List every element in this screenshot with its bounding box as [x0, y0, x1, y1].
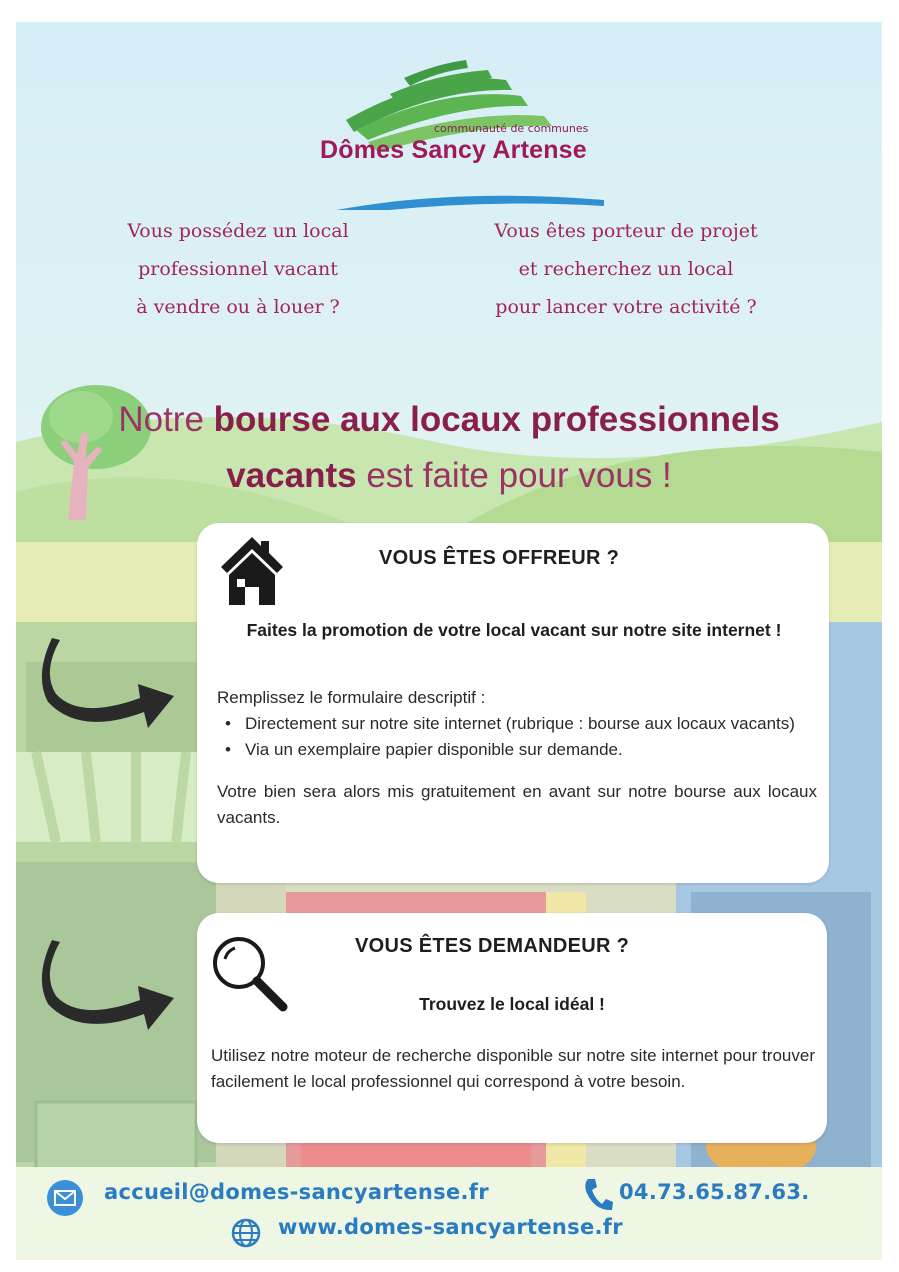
headline-bold-1: bourse aux locaux professionnels — [213, 400, 780, 439]
offreur-intro: Remplissez le formulaire descriptif : — [217, 688, 486, 707]
headline-suffix: est faite pour vous ! — [356, 456, 672, 495]
phone-link[interactable]: 04.73.65.87.63. — [619, 1180, 810, 1204]
question-owner-line: professionnel vacant — [138, 258, 338, 280]
logo — [316, 60, 606, 210]
demandeur-card — [197, 913, 827, 1143]
question-seeker-line: et recherchez un local — [518, 258, 734, 280]
globe-icon — [230, 1217, 262, 1249]
question-seeker-line: Vous êtes porteur de projet — [494, 220, 758, 242]
email-link[interactable]: accueil@domes-sancyartense.fr — [104, 1180, 489, 1204]
headline-prefix: Notre — [118, 400, 214, 439]
offreur-title: VOUS ÊTES OFFREUR ? — [379, 547, 620, 569]
demandeur-title: VOUS ÊTES DEMANDEUR ? — [355, 935, 630, 957]
offreur-body — [217, 685, 817, 831]
offreur-bullet-list — [217, 711, 817, 763]
curved-arrow-icon — [40, 934, 180, 1034]
question-owner-line: Vous possédez un local — [127, 220, 349, 242]
offreur-card — [197, 523, 829, 883]
email-icon[interactable] — [46, 1179, 84, 1217]
offreur-subtitle: Faites la promotion de votre local vacant sur notre site internet ! — [246, 620, 782, 640]
list-item: • Directement sur notre site internet (rubrique : bourse aux locaux vacants) — [217, 711, 817, 737]
house-icon — [219, 535, 285, 607]
question-seeker-line: pour lancer votre activité ? — [495, 296, 757, 318]
logo-community-label: communauté de communes — [434, 122, 589, 135]
demandeur-subtitle: Trouvez le local idéal ! — [419, 994, 605, 1014]
contact-footer — [16, 1167, 882, 1260]
headline — [36, 392, 862, 504]
headline-bold-2: vacants — [226, 456, 357, 495]
curved-arrow-icon — [40, 632, 180, 732]
list-item: • Via un exemplaire papier disponible sur demande. — [217, 737, 817, 763]
logo-brand-name: Dômes Sancy Artense — [320, 136, 587, 164]
poster — [16, 22, 882, 1260]
question-owner — [78, 212, 398, 326]
demandeur-text: Utilisez notre moteur de recherche disponible sur notre site internet pour trouver facilement le local professionnel qui correspond à votre besoin. — [211, 1046, 815, 1091]
question-seeker — [446, 212, 806, 326]
website-link[interactable]: www.domes-sancyartense.fr — [278, 1215, 623, 1239]
phone-icon — [582, 1177, 614, 1213]
question-owner-line: à vendre ou à louer ? — [136, 296, 340, 318]
offreur-closing: Votre bien sera alors mis gratuitement en avant sur notre bourse aux locaux vacants. — [217, 782, 817, 827]
